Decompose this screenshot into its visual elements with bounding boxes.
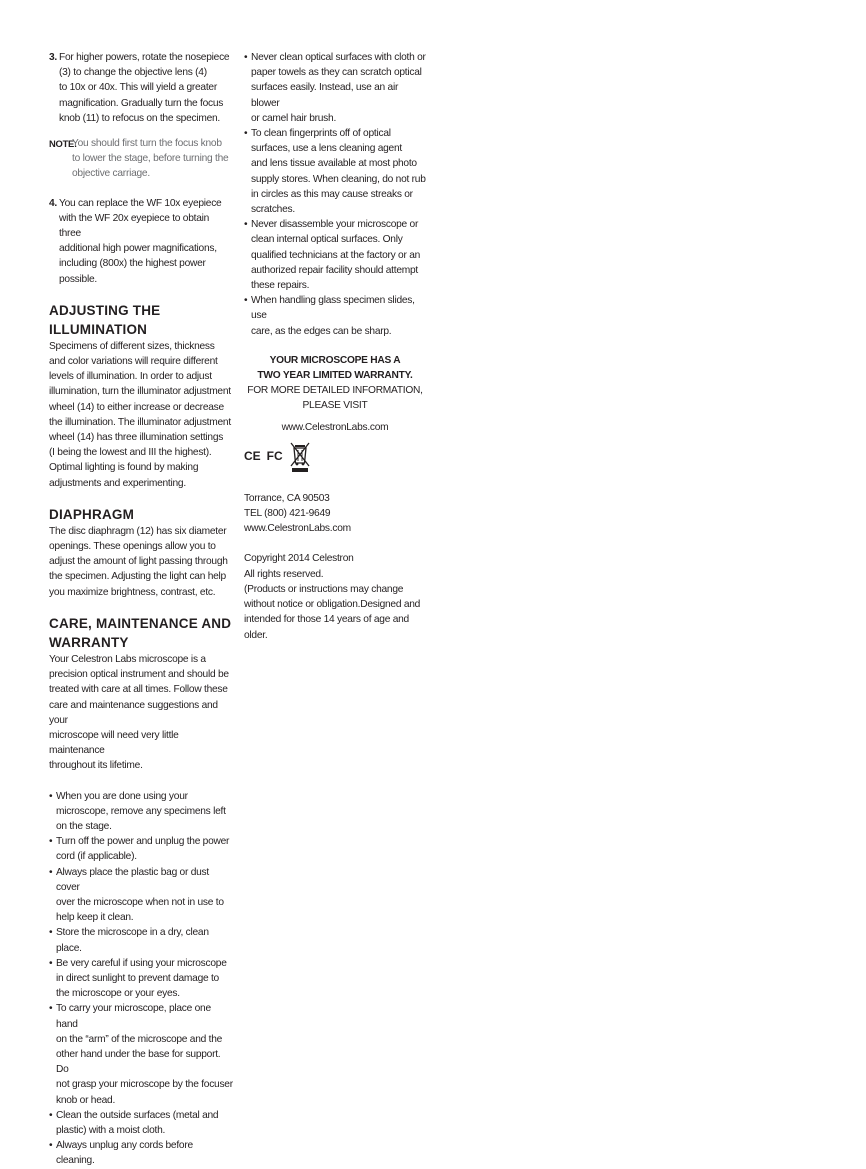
text-line: other hand under the base for support. Do [56, 1048, 221, 1076]
text-line: ADJUSTING THE [49, 302, 161, 318]
text-line: the specimen. Adjusting the light can help [49, 571, 226, 583]
text-line: knob (11) to refocus on the specimen. [59, 112, 221, 124]
text-line: older. [244, 629, 268, 641]
text-line: the microscope or your eyes. [56, 988, 180, 1000]
text-line: The disc diaphragm (12) has six diameter [49, 525, 227, 537]
fcc-mark: FC [266, 449, 283, 464]
ce-mark: CE [244, 449, 261, 464]
text-line: (Products or instructions may change [244, 583, 404, 595]
step-text [59, 196, 233, 287]
section-body [49, 652, 233, 774]
text-line: magnification. Gradually turn the focus [59, 97, 224, 109]
bullet-item [49, 1138, 233, 1168]
section-body [49, 524, 233, 600]
care-bullet-list [49, 789, 233, 1169]
text-line: To clean fingerprints off of optical [251, 128, 391, 140]
warranty-notice [244, 353, 426, 414]
text-line: objective carriage. [72, 168, 150, 180]
text-line: help keep it clean. [56, 912, 134, 924]
care-section [49, 614, 233, 1169]
text-line: plastic) with a moist cloth. [56, 1124, 166, 1136]
text-line: DIAPHRAGM [49, 506, 135, 522]
text-line: Never disassemble your microscope or [251, 219, 419, 231]
diaphragm-section [49, 505, 233, 600]
text-line: (3) to change the objective lens (4) [59, 67, 207, 79]
text-line: All rights reserved. [244, 568, 324, 580]
bullet-item [49, 865, 233, 926]
website-link[interactable]: www.CelestronLabs.com [281, 421, 389, 433]
text-line: TWO YEAR LIMITED WARRANTY. [257, 370, 413, 382]
bullet-item [49, 789, 233, 835]
text-line: Copyright 2014 Celestron [244, 553, 354, 565]
text-line: openings. These openings allow you to [49, 541, 216, 553]
text-line: in direct sunlight to prevent damage to [56, 972, 219, 984]
text-line: and color variations will require different [49, 356, 218, 368]
bullet-item [244, 50, 426, 126]
step-text [59, 50, 233, 126]
text-line: qualified technicians at the factory or an [251, 249, 421, 261]
text-line: illumination, turn the illuminator adjustment [49, 386, 231, 398]
bullet-item [49, 956, 233, 1002]
certification-marks [244, 439, 426, 475]
text-line: throughout its lifetime. [49, 760, 143, 772]
section-body [49, 339, 233, 491]
text-line: on the stage. [56, 820, 112, 832]
text-line: the illumination. The illuminator adjustment [49, 416, 231, 428]
weee-crossed-bin-icon [289, 441, 311, 473]
text-line: to lower the stage, before turning the [72, 153, 229, 165]
text-line: knob or head. [56, 1094, 116, 1106]
step-number: 4. [49, 197, 57, 209]
left-column [49, 50, 233, 1169]
text-line: PLEASE VISIT [302, 400, 368, 412]
text-line: scratches. [251, 204, 295, 216]
text-line: surfaces, use a lens cleaning agent [251, 143, 402, 155]
step-4 [49, 196, 233, 287]
warranty-heading [244, 353, 426, 383]
bullet-item [49, 925, 233, 955]
text-line: You should first turn the focus knob [72, 138, 222, 150]
bullet-item [49, 1108, 233, 1138]
text-line: additional high power magnifications, [59, 243, 217, 255]
text-line: Always unplug any cords before cleaning. [56, 1140, 193, 1167]
text-line: CARE, MAINTENANCE AND [49, 615, 232, 631]
text-line: adjust the amount of light passing through [49, 556, 228, 568]
text-line: microscope, remove any specimens left [56, 805, 226, 817]
text-line: authorized repair facility should attempt [251, 264, 418, 276]
note-label: NOTE: [49, 138, 77, 150]
step-number: 3. [49, 52, 57, 63]
section-heading [49, 614, 233, 652]
text-line: you maximize brightness, contrast, etc. [49, 586, 216, 598]
text-line: Clean the outside surfaces (metal and [56, 1109, 219, 1121]
text-line: When handling glass specimen slides, use [251, 295, 415, 322]
text-line: Never clean optical surfaces with cloth or [251, 52, 426, 63]
text-line: To carry your microscope, place one hand [56, 1003, 211, 1030]
bullet-item [49, 834, 233, 864]
text-line: paper towels as they can scratch optical [251, 67, 422, 79]
illumination-section [49, 301, 233, 491]
text-line: cord (if applicable). [56, 851, 137, 863]
text-line: Be very careful if using your microscope [56, 957, 227, 969]
text-line: precision optical instrument and should be [49, 669, 229, 681]
text-line: Store the microscope in a dry, clean place. [56, 927, 209, 954]
text-line: without notice or obligation.Designed and [244, 599, 421, 611]
text-line: surfaces easily. Instead, use an air blower [251, 82, 399, 109]
optics-bullet-list [244, 50, 426, 339]
text-line: FOR MORE DETAILED INFORMATION, [247, 385, 423, 397]
text-line: including (800x) the highest power [59, 258, 206, 270]
text-line: wheel (14) to either increase or decrease [49, 401, 224, 413]
text-line: Always place the plastic bag or dust cover [56, 866, 209, 893]
text-line: Specimens of different sizes, thickness [49, 340, 215, 352]
text-line: intended for those 14 years of age and [244, 614, 409, 626]
text-line: clean internal optical surfaces. Only [251, 234, 403, 246]
text-line: not grasp your microscope by the focuser [56, 1079, 233, 1091]
text-line: or camel hair brush. [251, 112, 337, 124]
section-heading [49, 301, 233, 339]
text-line: wheel (14) has three illumination settings [49, 432, 224, 444]
step-3 [49, 50, 233, 126]
text-line: levels of illumination. In order to adjust [49, 371, 212, 383]
text-line: TEL (800) 421-9649 [244, 508, 331, 520]
text-line: over the microscope when not in use to [56, 896, 224, 908]
text-line: WARRANTY [49, 634, 129, 650]
text-line: to 10x or 40x. This will yield a greater [59, 82, 217, 94]
text-line: these repairs. [251, 280, 310, 292]
warranty-info [244, 383, 426, 413]
text-line: For higher powers, rotate the nosepiece [59, 52, 230, 63]
text-line: (I being the lowest and III the highest). [49, 447, 212, 459]
copyright-notice [244, 551, 426, 642]
text-line: www.CelestronLabs.com [244, 523, 351, 535]
text-line: Torrance, CA 90503 [244, 492, 330, 504]
text-line: treated with care at all times. Follow these [49, 684, 228, 696]
text-line: adjustments and experimenting. [49, 477, 186, 489]
bullet-item [49, 1001, 233, 1107]
text-line: care and maintenance suggestions and your [49, 699, 218, 726]
text-line: microscope will need very little maintenance [49, 729, 179, 757]
note [49, 136, 233, 182]
note-text [72, 136, 233, 182]
section-heading [49, 505, 233, 524]
text-line: supply stores. When cleaning, do not rub [251, 173, 426, 185]
text-line: ILLUMINATION [49, 321, 148, 337]
text-line: in circles as this may cause streaks or [251, 188, 413, 200]
text-line: possible. [59, 273, 97, 285]
text-line: care, as the edges can be sharp. [251, 325, 392, 337]
bullet-item [244, 126, 426, 217]
bullet-item [244, 293, 426, 339]
text-line: Your Celestron Labs microscope is a [49, 653, 206, 665]
text-line: Turn off the power and unplug the power [56, 836, 230, 848]
bullet-item [244, 217, 426, 293]
text-line: YOUR MICROSCOPE HAS A [269, 354, 401, 366]
text-line: When you are done using your [56, 790, 188, 802]
text-line: You can replace the WF 10x eyepiece [59, 197, 222, 209]
company-address [244, 491, 426, 537]
text-line: Optimal lighting is found by making [49, 462, 199, 474]
text-line: on the “arm” of the microscope and the [56, 1033, 223, 1045]
text-line: and lens tissue available at most photo [251, 158, 417, 170]
right-column [244, 50, 426, 643]
text-line: with the WF 20x eyepiece to obtain three [59, 212, 210, 240]
